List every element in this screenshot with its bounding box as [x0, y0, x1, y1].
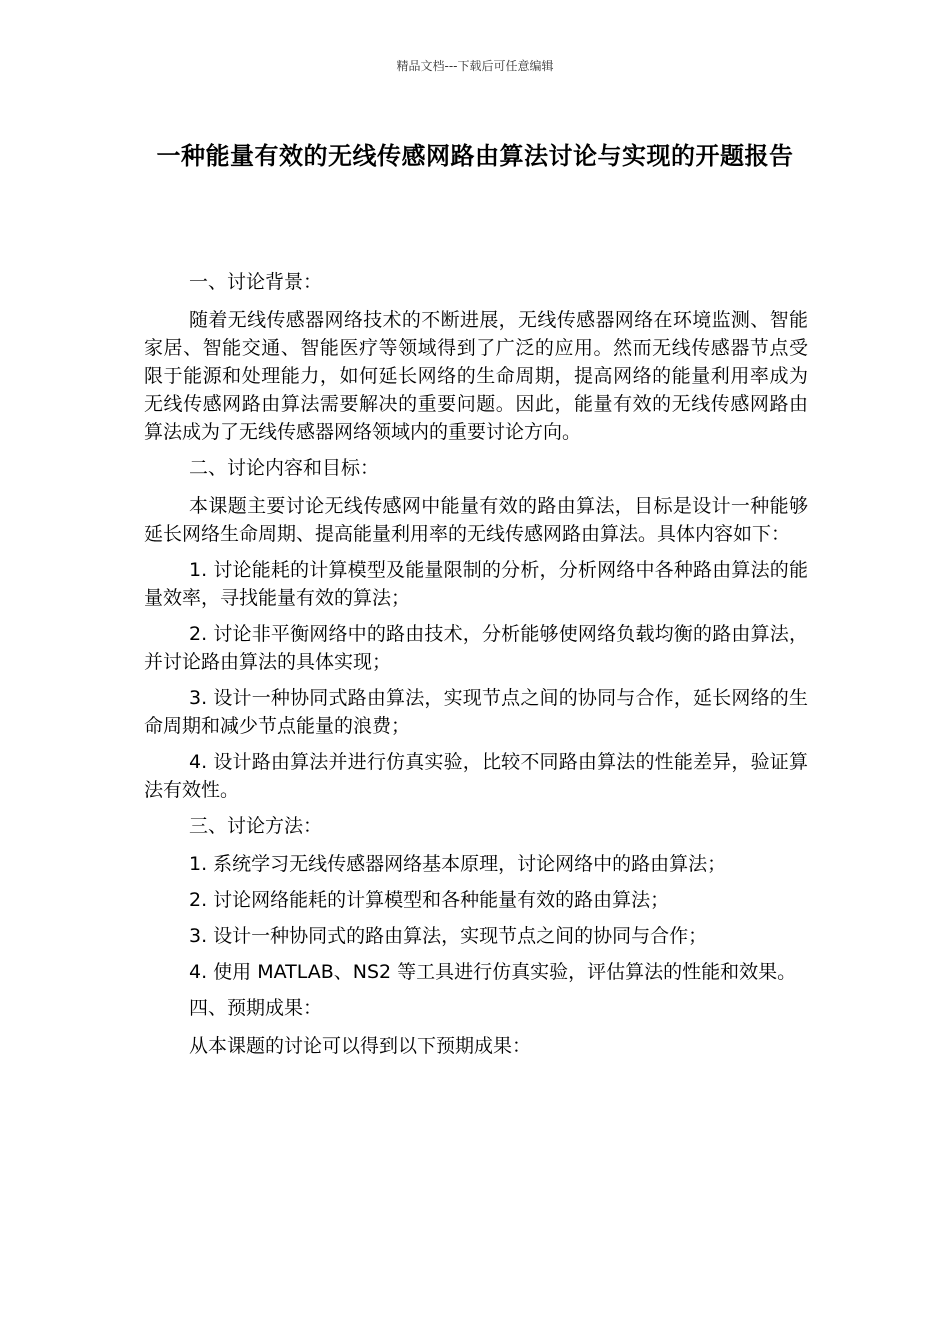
list-item-method-4: 4. 使用 MATLAB、NS2 等工具进行仿真实验，评估算法的性能和效果。 — [189, 961, 797, 983]
list-item-content-4: 4. 设计路由算法并进行仿真实验，比较不同路由算法的性能差异，验证算法有效性。 — [144, 751, 808, 801]
header-note: 精品文档---下载后可任意编辑 — [396, 59, 554, 73]
list-item-method-1: 1. 系统学习无线传感器网络基本原理，讨论网络中的路由算法； — [189, 853, 727, 875]
list-item-method-2: 2. 讨论网络能耗的计算模型和各种能量有效的路由算法； — [189, 889, 670, 911]
list-item-method-3: 3. 设计一种协同式的路由算法，实现节点之间的协同与合作； — [189, 925, 708, 947]
list-item-content-1: 1. 讨论能耗的计算模型及能量限制的分析，分析网络中各种路由算法的能量效率，寻找能量有效的算法； — [144, 559, 808, 609]
section-heading-expected-results: 四、预期成果： — [189, 997, 323, 1019]
document-body — [144, 268, 808, 1068]
paragraph-expected-results: 从本课题的讨论可以得到以下预期成果： — [189, 1035, 532, 1057]
section-heading-content-goals: 二、讨论内容和目标： — [189, 457, 380, 479]
section-heading-background: 一、讨论背景： — [189, 271, 323, 293]
paragraph-content-goals: 本课题主要讨论无线传感网中能量有效的路由算法，目标是设计一种能够延长网络生命周期、提高能量利用率的无线传感网路由算法。具体内容如下： — [144, 495, 808, 545]
list-item-content-2: 2. 讨论非平衡网络中的路由技术，分析能够使网络负载均衡的路由算法，并讨论路由算法的具体实现； — [144, 623, 808, 673]
list-item-content-3: 3. 设计一种协同式路由算法，实现节点之间的协同与合作，延长网络的生命周期和减少节点能量的浪费； — [144, 687, 808, 737]
paragraph-background: 随着无线传感器网络技术的不断进展，无线传感器网络在环境监测、智能家居、智能交通、智能医疗等领域得到了广泛的应用。然而无线传感器节点受限于能源和处理能力，如何延长网络的生命周期，提高网络的能量利用率成为无线传感网路由算法需要解决的重要问题。因此，能量有效的无线传感网路由算法成为了无线传感器网络领域内的重要讨论方向。 — [144, 309, 808, 443]
document-title: 一种能量有效的无线传感网路由算法讨论与实现的开题报告 — [156, 142, 794, 170]
section-heading-methods: 三、讨论方法： — [189, 815, 323, 837]
